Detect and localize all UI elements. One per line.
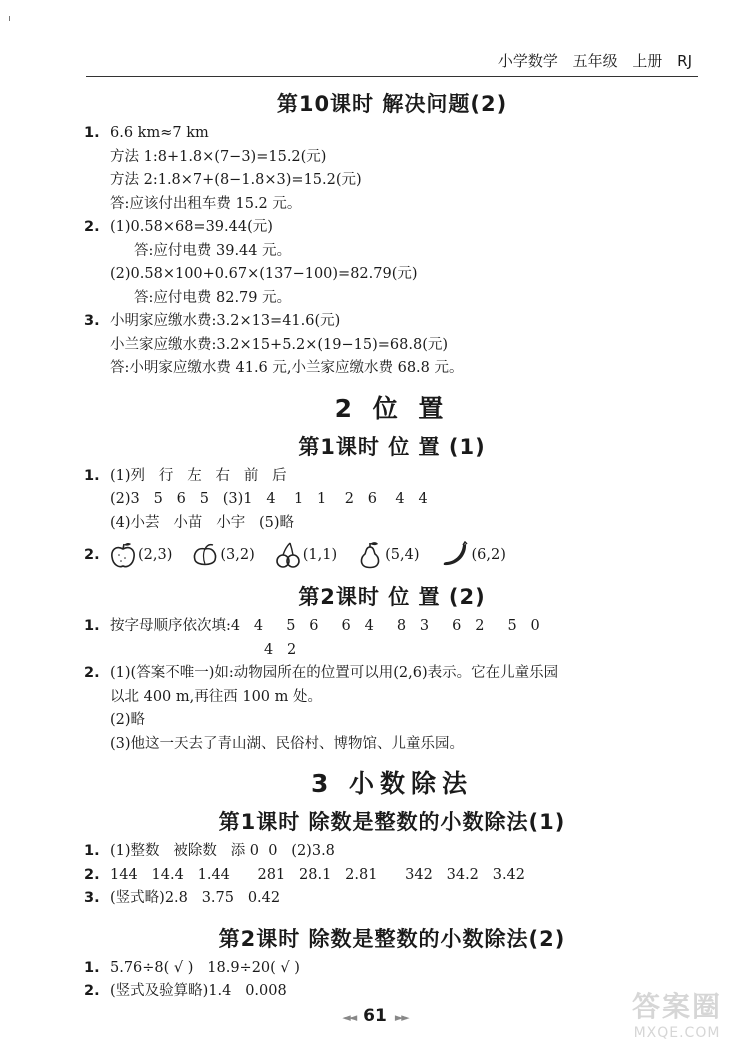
next-arrows-icon: ►► xyxy=(394,1011,408,1024)
corner-mark xyxy=(9,16,10,21)
fruit-coord: (1,1) xyxy=(275,535,337,575)
header-rule xyxy=(86,76,698,77)
lesson-title-1: 第1课时 位 置 (1) xyxy=(298,434,486,459)
question-1: 1. 6.6 km≈7 km xyxy=(84,125,209,141)
answer-line: 答:应该付出租车费 15.2 元。 xyxy=(110,195,302,212)
answer-line: (4)小芸 小苗 小宇 (5)略 xyxy=(110,514,295,531)
peach-icon xyxy=(192,541,218,569)
answer-line: 答:小明家应缴水费 41.6 元,小兰家应缴水费 68.8 元。 xyxy=(110,360,464,376)
question-3: 3. (竖式略)2.8 3.75 0.42 xyxy=(84,890,281,906)
answer-line: (2)0.58×100+0.67×(137−100)=82.79(元) xyxy=(110,266,418,282)
question-1: 1. (1)整数 被除数 添 0 0 (2)3.8 xyxy=(84,843,335,859)
lesson-title-2: 第2课时 位 置 (2) xyxy=(298,585,486,609)
answer-line: 方法 2:1.8×7+(8−1.8×3)=15.2(元) xyxy=(110,172,362,188)
unit-title-2: 2 位 置 xyxy=(334,393,450,423)
question-2: 2. (1)(答案不唯一)如:动物园所在的位置可以用(2,6)表示。它在儿童乐园 xyxy=(84,665,559,681)
answer-line: 以北 400 m,再往西 100 m 处。 xyxy=(110,688,323,705)
prev-arrows-icon: ◄◄ xyxy=(342,1011,356,1024)
answer-line: (3)他这一天去了青山湖、民俗村、博物馆、儿童乐园。 xyxy=(110,735,465,752)
question-3: 3. 小明家应缴水费:3.2×13=41.6(元) xyxy=(84,313,341,329)
question-2: 2. (1)0.58×68=39.44(元) xyxy=(84,219,273,235)
answer-content xyxy=(84,82,700,1004)
fruit-coord: (2,3) xyxy=(110,535,172,575)
answer-line: 4 2 xyxy=(264,641,297,658)
fruit-coord: (6,2) xyxy=(440,535,506,575)
answer-line: 答:应付电费 39.44 元。 xyxy=(134,242,292,259)
unit-title-3: 3 小数除法 xyxy=(310,769,474,798)
book-header: 小学数学 五年级 上册 RJ xyxy=(497,52,692,70)
question-1: 1. 按字母顺序依次填:4 4 5 6 6 4 8 3 6 2 5 0 xyxy=(84,618,540,634)
answer-line: (2)略 xyxy=(110,712,146,728)
pear-icon xyxy=(357,541,383,569)
answer-line: 方法 1:8+1.8×(7−3)=15.2(元) xyxy=(110,148,327,165)
question-2: 2. 144 14.4 1.44 281 28.1 2.81 342 34.2 3.42 xyxy=(84,866,526,883)
lesson-title-1-division: 第1课时 除数是整数的小数除法(1) xyxy=(218,810,566,834)
lesson-title-2-division: 第2课时 除数是整数的小数除法(2) xyxy=(218,926,566,951)
page-number: 61 xyxy=(363,1006,387,1026)
question-1: 1. (1)列 行 左 右 前 后 xyxy=(84,467,287,484)
fruit-coord: (5,4) xyxy=(357,535,419,575)
question-2: 2. (竖式及验算略)1.4 0.008 xyxy=(84,983,287,999)
watermark-logo: 答案圈 MXQE.COM xyxy=(631,990,722,1041)
cherry-icon xyxy=(275,541,301,569)
question-1: 1. 5.76÷8( √ ) 18.9÷20( √ ) xyxy=(84,959,300,976)
answer-line: 答:应付电费 82.79 元。 xyxy=(134,289,292,306)
question-2-fruits: 2. (2,3) (3,2) (1,1) (5,4) (6,2) xyxy=(84,535,700,575)
banana-icon xyxy=(440,541,470,569)
answer-line: (2)3 5 6 5 (3)1 4 1 1 2 6 4 4 xyxy=(110,491,428,507)
apple-icon xyxy=(110,541,136,569)
answer-line: 小兰家应缴水费:3.2×15+5.2×(19−15)=68.8(元) xyxy=(110,336,449,353)
fruit-coord: (3,2) xyxy=(192,535,254,575)
lesson-title-10: 第10课时 解决问题(2) xyxy=(276,92,508,116)
